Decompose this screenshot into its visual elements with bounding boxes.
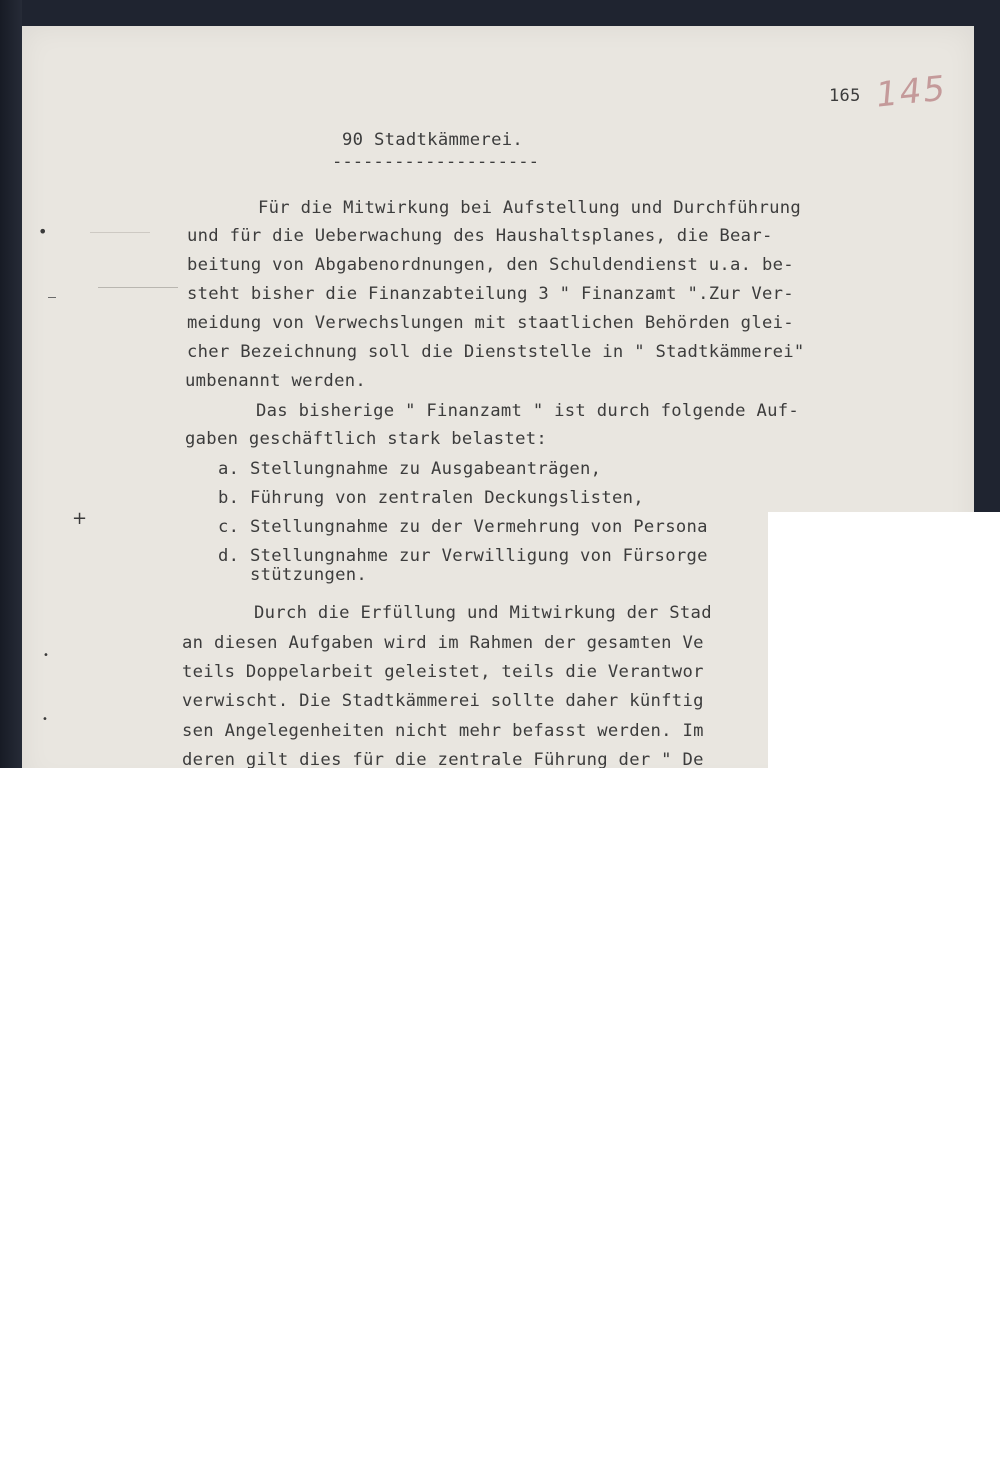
margin-speck: • (38, 222, 48, 241)
margin-speck: • (43, 650, 49, 661)
faint-pencil-line (90, 232, 150, 233)
page-number: 165 (829, 86, 861, 106)
list-item: c. Stellungnahme zu der Vermehrung von Persona (218, 517, 708, 537)
paragraph3-line: teils Doppelarbeit geleistet, teils die Verantwor (182, 662, 704, 682)
binding-edge (0, 0, 22, 768)
list-item: d. Stellungnahme zur Verwilligung von Fürsorge (218, 546, 708, 566)
paragraph3-line: verwischt. Die Stadtkämmerei sollte daher künftig (182, 691, 704, 711)
paragraph1-line: beitung von Abgabenordnungen, den Schuldendienst u.a. be- (187, 255, 794, 275)
section-heading: 90 Stadtkämmerei. (342, 130, 524, 150)
list-item: a. Stellungnahme zu Ausgabeanträgen, (218, 459, 602, 479)
margin-speck: • (42, 714, 48, 725)
paragraph1-line: und für die Ueberwachung des Haushaltsplanes, die Bear- (187, 226, 773, 246)
heading-underline: -------------------- (332, 152, 539, 172)
faint-pencil-line (98, 287, 178, 288)
paragraph1-line: Für die Mitwirkung bei Aufstellung und Durchführung (258, 198, 802, 218)
paragraph3-line: deren gilt dies für die zentrale Führung der " De (182, 750, 704, 768)
paragraph1-line: cher Bezeichnung soll die Dienststelle in " Stadtkämmerei" (187, 342, 805, 362)
paragraph1-line: umbenannt werden. (185, 371, 367, 391)
paragraph3-line: Durch die Erfüllung und Mitwirkung der Stad (254, 603, 712, 623)
handwritten-folio-number: 145 (874, 68, 949, 116)
list-item: b. Führung von zentralen Deckungslisten, (218, 488, 644, 508)
paragraph3-line: sen Angelegenheiten nicht mehr befasst werden. Im (182, 721, 704, 741)
paragraph2-line: Das bisherige " Finanzamt " ist durch folgende Auf- (256, 401, 800, 421)
paragraph1-line: meidung von Verwechslungen mit staatlichen Behörden glei- (187, 313, 794, 333)
blank-region (768, 512, 1000, 768)
paragraph2-line: gaben geschäftlich stark belastet: (185, 429, 548, 449)
paragraph3-line: an diesen Aufgaben wird im Rahmen der gesamten Ve (182, 633, 704, 653)
paragraph1-line: steht bisher die Finanzabteilung 3 " Finanzamt ".Zur Ver- (187, 284, 794, 304)
margin-speck: + (72, 508, 88, 529)
margin-dash (48, 297, 56, 298)
list-item: stützungen. (218, 565, 368, 585)
